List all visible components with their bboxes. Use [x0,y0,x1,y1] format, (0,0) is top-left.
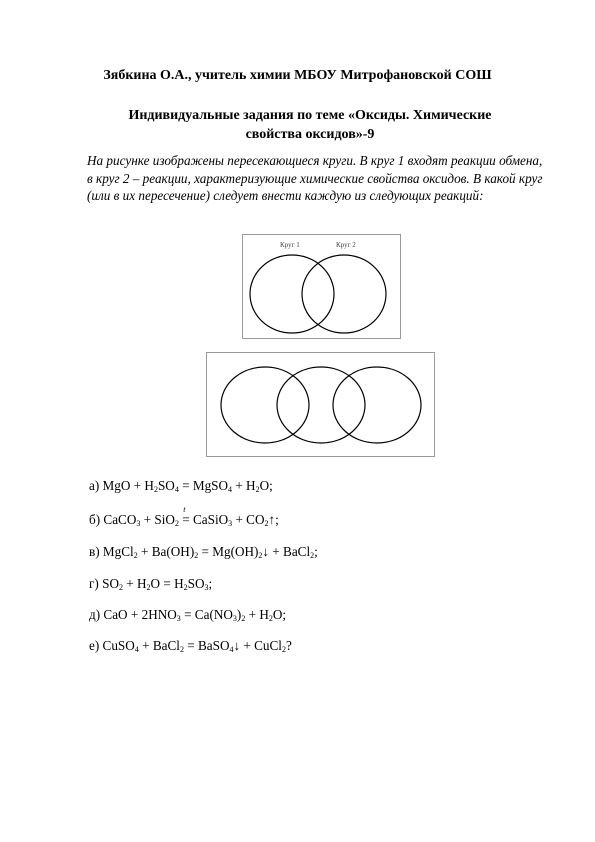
circle-1-label: Круг 1 [280,241,300,249]
reaction-e: е) CuSO$_4$ + BaCl$_2$ = BaSO$_4$↓ + CuCl$_2$? [89,638,292,654]
circle-middle [277,367,365,443]
task-intro: На рисунке изображены пересекающиеся круги. В круг 1 входят реакции обмена, в круг 2 – реакции, характеризующие химические свойства оксидов. В какой круг (или в их пересечение) следует внести каждую из следующих реакций: [87,153,543,203]
author-line: Зябкина О.А., учитель химии МБОУ Митрофановской СОШ [103,68,492,83]
circle-1 [250,255,334,333]
venn-diagram-two-circles [242,234,401,339]
reaction-v: в) MgCl$_2$ + $Ba(OH)_2$ = $Mg(OH)_2↓$ + BaCl$_2$; [89,544,318,560]
circle-2 [302,255,386,333]
reaction-d: д) CaO + $2HNO_3 = Ca(NO_3)_2 + H_2O$; [89,607,287,623]
reaction-a: а) MgO + $H_2SO_4$ = MgSO$_4$ + $H_2O$; [89,478,273,494]
reaction-b: б) CaCO$_3$ + SiO$_2$ = t CaSiO$_3$ + $CO_2↑$; [89,505,279,528]
circle-right [333,367,421,443]
circle-left [221,367,309,443]
circle-2-label: Круг 2 [336,241,356,249]
page-title: Индивидуальные задания по теме «Оксиды. Химические свойства оксидов»-9 [128,108,492,142]
venn-diagram-three-circles [206,352,435,457]
heat-mark: t [183,505,186,514]
reaction-g: г) $SO_2 + H_2O = H_2SO_3$; [89,576,213,592]
